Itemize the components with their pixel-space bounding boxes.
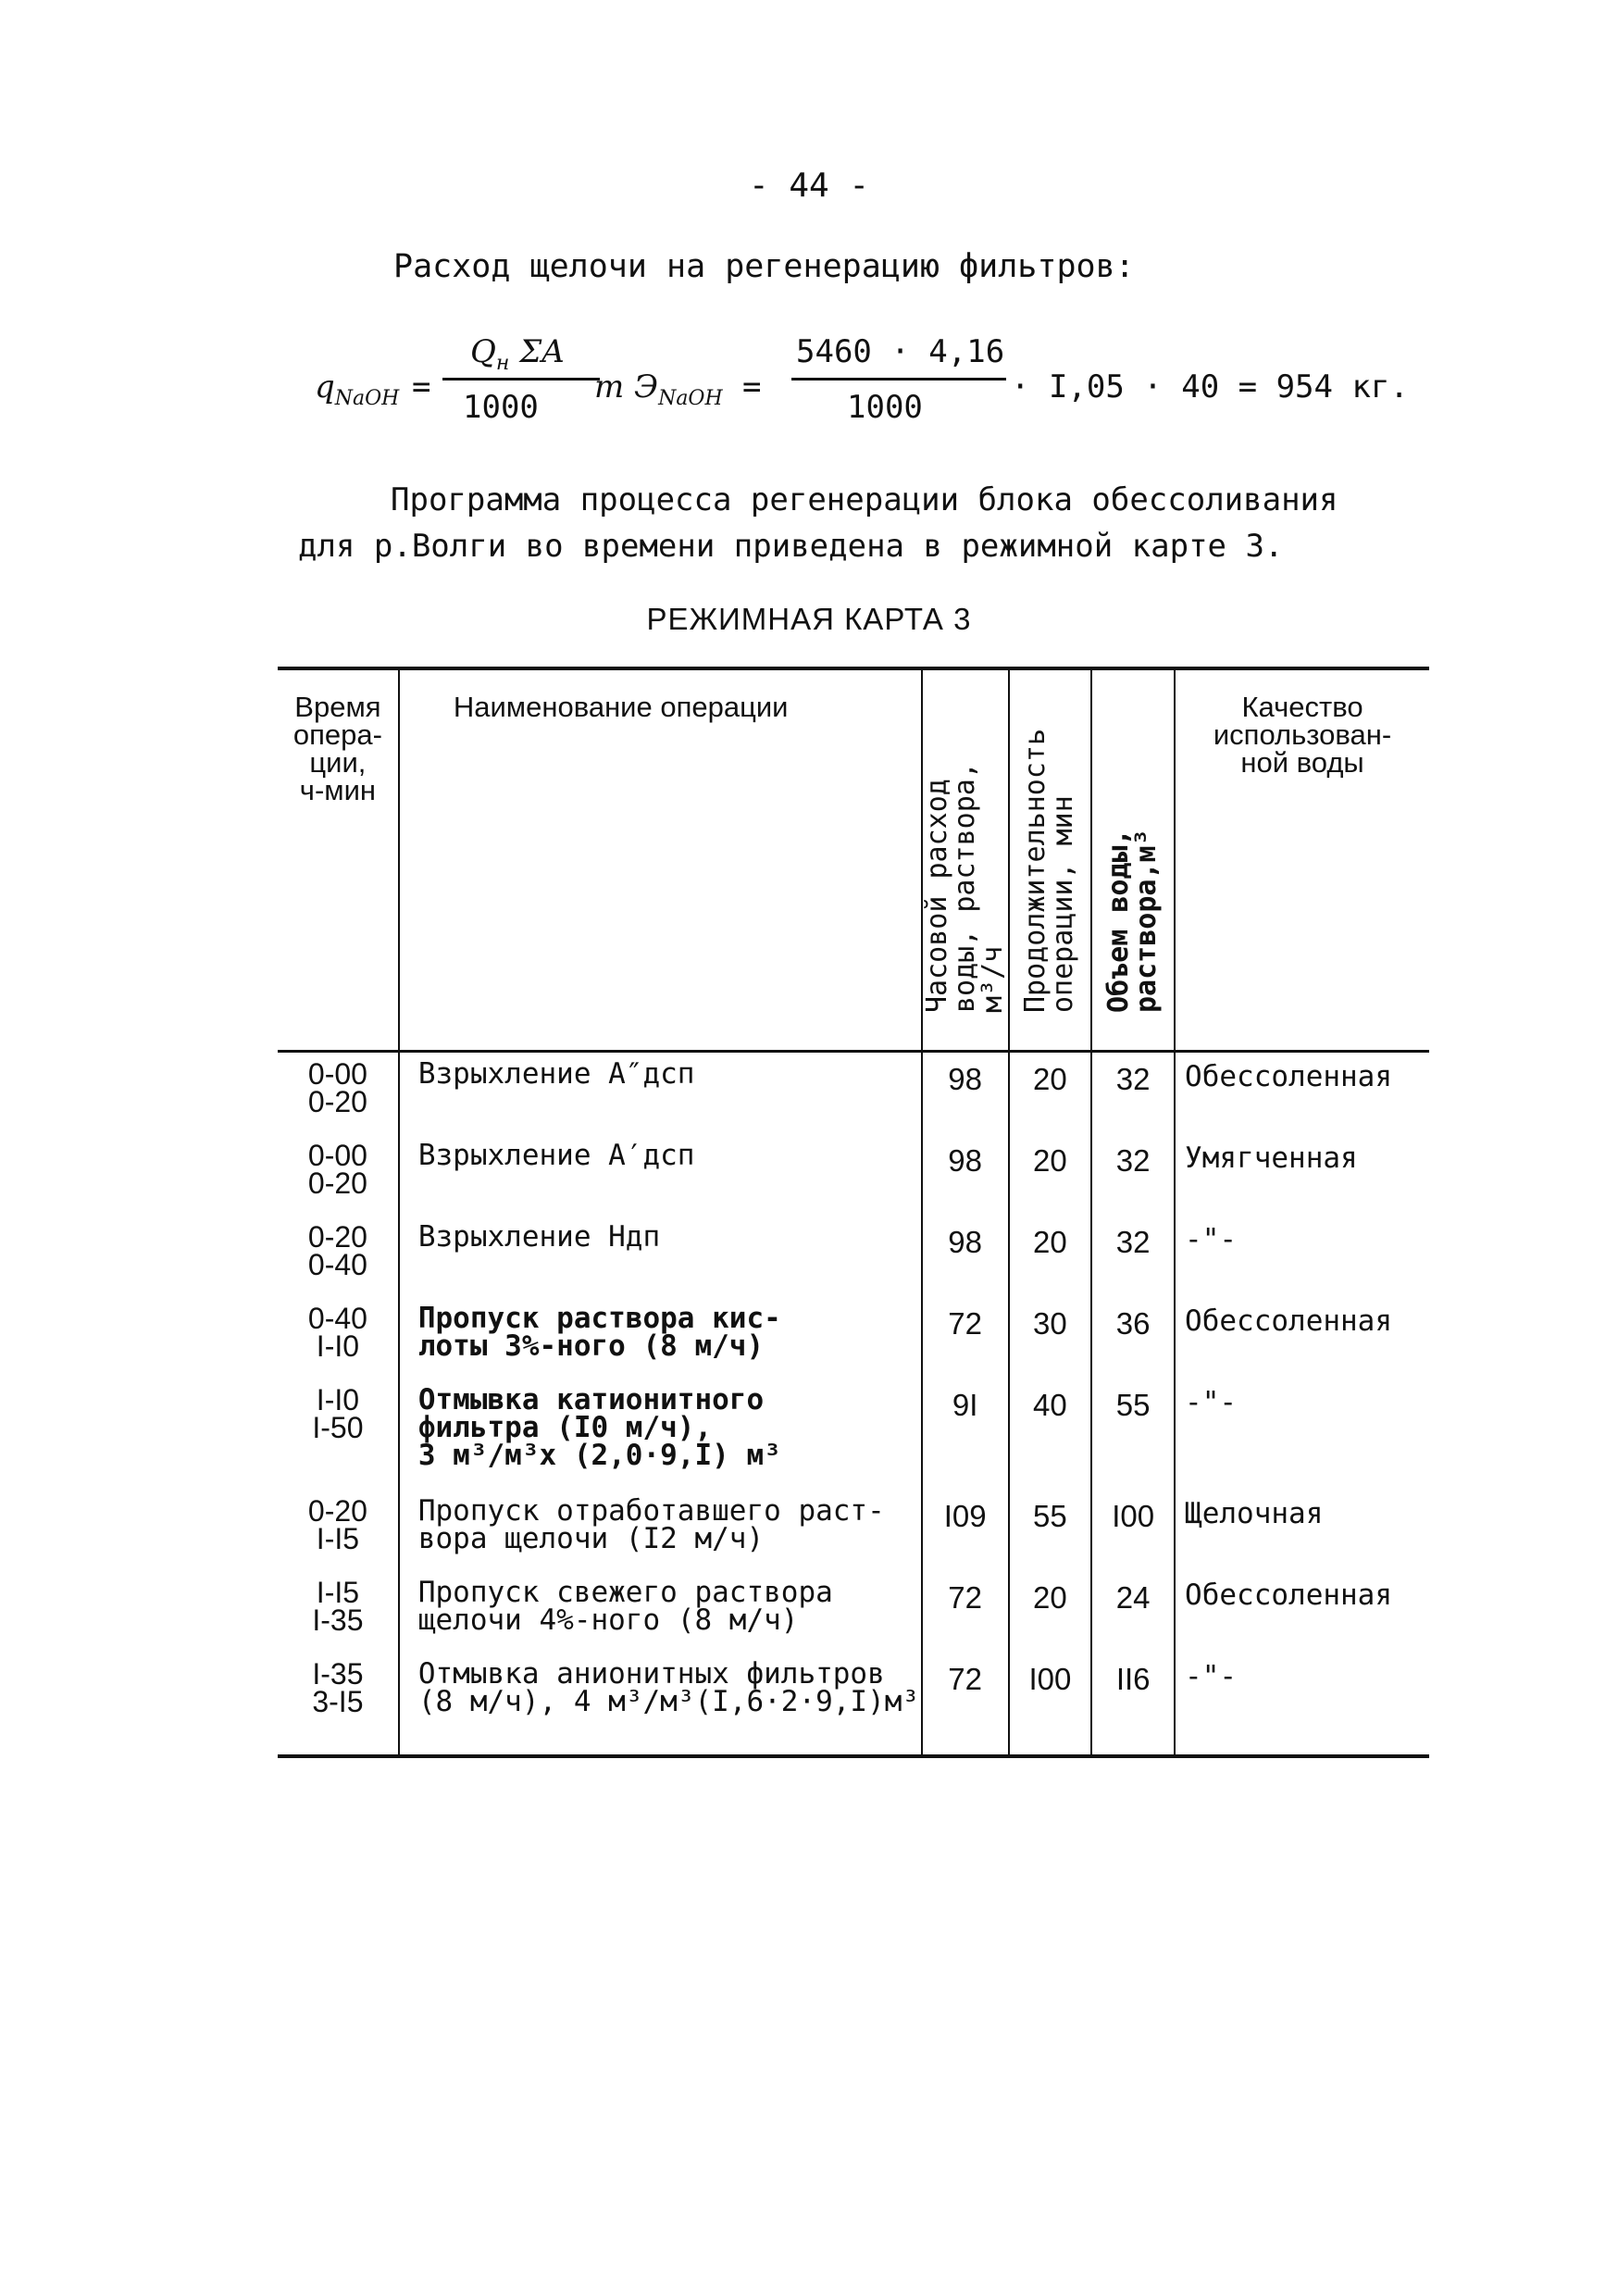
cell-quality: Щелочная: [1175, 1490, 1429, 1571]
cell-volume: 32: [1091, 1052, 1175, 1135]
formula-numerator-2: 5460 · 4,16: [796, 333, 1005, 370]
fraction-bar-1: [442, 378, 600, 381]
cell-duration: 55: [1009, 1490, 1092, 1571]
alkali-consumption-formula: [315, 333, 1409, 435]
table-row: [278, 1216, 1429, 1297]
cell-volume: 36: [1091, 1297, 1175, 1379]
cell-volume: II6: [1091, 1653, 1175, 1756]
table-row: [278, 1490, 1429, 1571]
formula-m-e: m $Э_{NaOH}$: [594, 368, 723, 410]
table-row: [278, 1571, 1429, 1653]
cell-volume: 55: [1091, 1379, 1175, 1490]
fraction-bar-2: [791, 378, 1006, 381]
cell-time: 0-20 I-I5: [307, 1494, 367, 1555]
header-duration: Продолжительность операции, мин: [1009, 668, 1092, 1052]
cell-quality: Умягченная: [1175, 1134, 1429, 1216]
cell-time: 0-00 0-20: [307, 1057, 367, 1118]
cell-duration: 20: [1009, 1216, 1092, 1297]
cell-time: 0-40 I-I0: [307, 1302, 367, 1363]
cell-duration: 20: [1009, 1052, 1092, 1135]
program-paragraph: Программа процесса регенерации блока обессоливания для р.Волги во времени приведена в режимной карте 3.: [298, 481, 1338, 565]
formula-equals-2: =: [742, 368, 762, 406]
header-operation: Наименование операции: [399, 668, 922, 1052]
formula-denominator: 1000: [463, 389, 539, 426]
cell-flow: 98: [922, 1134, 1009, 1216]
table-caption: РЕЖИМНАЯ КАРТА 3: [646, 602, 972, 636]
cell-operation: Взрыхление Hдп: [399, 1216, 922, 1297]
cell-volume: I00: [1091, 1490, 1175, 1571]
cell-quality: Обессоленная: [1175, 1297, 1429, 1379]
cell-duration: 20: [1009, 1134, 1092, 1216]
cell-flow: 72: [922, 1571, 1009, 1653]
cell-quality: Обессоленная: [1175, 1052, 1429, 1135]
intro-text: Расход щелочи на регенерацию фильтров:: [393, 248, 1135, 285]
header-flow: Часовой расход воды, раствора, м³/ч: [922, 668, 1009, 1052]
header-quality: Качество использован- ной воды: [1175, 668, 1429, 1052]
table-row: [278, 1297, 1429, 1379]
cell-volume: 32: [1091, 1134, 1175, 1216]
cell-volume: 32: [1091, 1216, 1175, 1297]
cell-flow: 98: [922, 1216, 1009, 1297]
cell-duration: I00: [1009, 1653, 1092, 1756]
cell-operation: Пропуск отработавшего раст- вора щелочи (I2 м/ч): [399, 1490, 922, 1571]
table-row: [278, 1653, 1429, 1756]
table-header-row: [278, 668, 1429, 1052]
cell-volume: 24: [1091, 1571, 1175, 1653]
formula-numerator: $Q_н$ ΣA: [470, 333, 565, 375]
cell-flow: 9I: [922, 1379, 1009, 1490]
cell-operation: Пропуск раствора кис- лоты 3%-ного (8 м/ч): [399, 1297, 922, 1379]
formula-result: · I,05 · 40 = 954 кг.: [1011, 368, 1409, 406]
cell-flow: 72: [922, 1653, 1009, 1756]
formula-lhs: $q_{NaOH}$: [315, 368, 400, 410]
cell-time: I-I5 I-35: [312, 1576, 364, 1637]
cell-quality: Обессоленная: [1175, 1571, 1429, 1653]
cell-operation: Взрыхление A′дсп: [399, 1134, 922, 1216]
cell-flow: I09: [922, 1490, 1009, 1571]
cell-time: 0-20 0-40: [307, 1220, 367, 1281]
cell-duration: 30: [1009, 1297, 1092, 1379]
formula-equals: =: [412, 368, 431, 406]
header-volume: Объем воды, раствора,м³: [1091, 668, 1175, 1052]
header-time: Время опера- ции, ч-мин: [278, 668, 399, 1052]
cell-time: I-I0 I-50: [312, 1383, 364, 1444]
cell-duration: 20: [1009, 1571, 1092, 1653]
formula-denominator-2: 1000: [847, 389, 923, 426]
table-row: [278, 1379, 1429, 1490]
cell-flow: 98: [922, 1052, 1009, 1135]
cell-flow: 72: [922, 1297, 1009, 1379]
table-row: [278, 1134, 1429, 1216]
cell-time: 0-00 0-20: [307, 1139, 367, 1200]
cell-quality: -"-: [1175, 1653, 1429, 1756]
table-row: [278, 1052, 1429, 1135]
cell-operation: Пропуск свежего раствора щелочи 4%-ного (8 м/ч): [399, 1571, 922, 1653]
cell-operation: Отмывка анионитных фильтров (8 м/ч), 4 м³/м³(I,6·2·9,I)м³: [399, 1653, 922, 1756]
cell-quality: -"-: [1175, 1379, 1429, 1490]
regime-card-table: [278, 667, 1429, 1758]
cell-time: I-35 3-I5: [312, 1657, 364, 1718]
cell-operation: Отмывка катионитного фильтра (I0 м/ч), 3 м³/м³х (2,0·9,I) м³: [399, 1379, 922, 1490]
cell-operation: Взрыхление A″дсп: [399, 1052, 922, 1135]
cell-quality: -"-: [1175, 1216, 1429, 1297]
page-number: - 44 -: [748, 167, 870, 205]
cell-duration: 40: [1009, 1379, 1092, 1490]
